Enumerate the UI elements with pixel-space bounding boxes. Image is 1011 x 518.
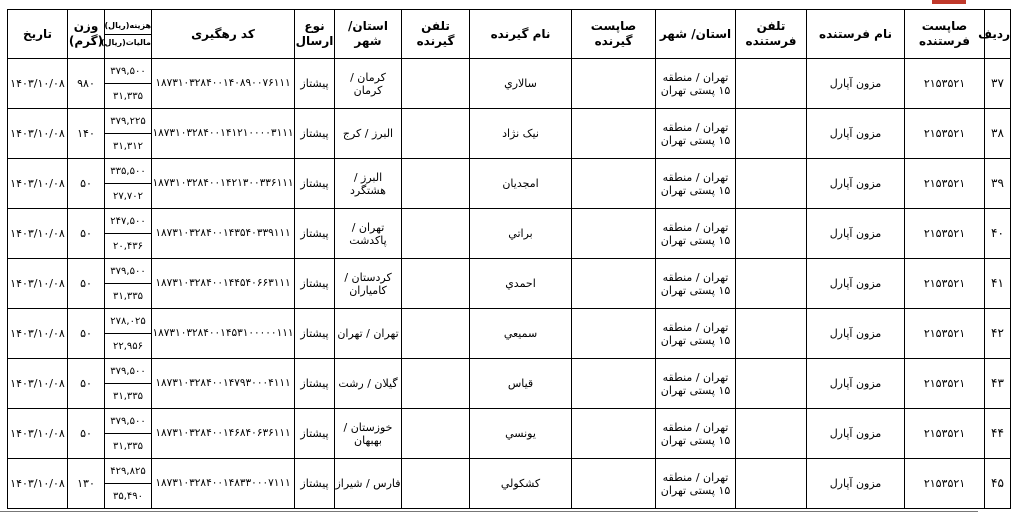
receiver-name: سالاري xyxy=(470,59,572,109)
receiver-name: قیاس xyxy=(470,359,572,409)
row-number: ۴۰ xyxy=(985,209,1011,259)
date: ۱۴۰۳/۱۰/۰۸ xyxy=(8,359,68,409)
tax: ۳۱,۳۳۵ xyxy=(105,284,152,309)
receiver-postcode xyxy=(572,309,656,359)
sender-postcode: ۲۱۵۳۵۲۱ xyxy=(905,409,985,459)
weight: ۵۰ xyxy=(68,309,105,359)
tracking-code: ۱۸۷۳۱۰۳۲۸۴۰۰۱۴۴۵۴۰۶۶۳۱۱۱ xyxy=(152,259,295,309)
weight: ۵۰ xyxy=(68,209,105,259)
tracking-code: ۱۸۷۳۱۰۳۲۸۴۰۰۱۴۵۳۱۰۰۰۰۰۱۱۱ xyxy=(152,309,295,359)
cost: ۳۳۵,۵۰۰ xyxy=(105,159,152,184)
sender-postcode: ۲۱۵۳۵۲۱ xyxy=(905,359,985,409)
receiver-name: کشکولي xyxy=(470,459,572,509)
sender-city: تهران / منطقه ۱۵ پستی تهران xyxy=(656,259,736,309)
sender-postcode: ۲۱۵۳۵۲۱ xyxy=(905,309,985,359)
receiver-postcode xyxy=(572,209,656,259)
sender-city: تهران / منطقه ۱۵ پستی تهران xyxy=(656,109,736,159)
send-type: پیشتاز xyxy=(295,259,335,309)
cost: ۳۷۹,۵۰۰ xyxy=(105,259,152,284)
table-row xyxy=(8,359,1011,384)
date: ۱۴۰۳/۱۰/۰۸ xyxy=(8,109,68,159)
sender-name: مزون آپارل xyxy=(807,309,905,359)
sender-city: تهران / منطقه ۱۵ پستی تهران xyxy=(656,359,736,409)
receiver-phone xyxy=(402,159,470,209)
send-type: پیشتاز xyxy=(295,459,335,509)
receiver-phone xyxy=(402,109,470,159)
receiver-phone xyxy=(402,309,470,359)
receiver-name: سمیعي xyxy=(470,309,572,359)
receiver-name: احمدي xyxy=(470,259,572,309)
row-number: ۳۸ xyxy=(985,109,1011,159)
table-row xyxy=(8,309,1011,334)
row-number: ۴۵ xyxy=(985,459,1011,509)
sender-postcode: ۲۱۵۳۵۲۱ xyxy=(905,109,985,159)
weight: ۵۰ xyxy=(68,259,105,309)
sender-phone xyxy=(736,209,807,259)
sender-name: مزون آپارل xyxy=(807,109,905,159)
sender-name: مزون آپارل xyxy=(807,59,905,109)
header-sender-city: استان/ شهر xyxy=(656,10,736,59)
row-number: ۴۱ xyxy=(985,259,1011,309)
sender-postcode: ۲۱۵۳۵۲۱ xyxy=(905,459,985,509)
header-row-number: ردیف xyxy=(985,10,1011,59)
receiver-phone xyxy=(402,359,470,409)
header-tax: مالیات(ریال) xyxy=(105,34,151,51)
receiver-postcode xyxy=(572,359,656,409)
sender-phone xyxy=(736,59,807,109)
receiver-name: براتي xyxy=(470,209,572,259)
table-row xyxy=(8,259,1011,284)
tax: ۳۱,۳۳۵ xyxy=(105,434,152,459)
header-send-type: نوع ارسال xyxy=(295,10,335,59)
row-number: ۳۹ xyxy=(985,159,1011,209)
date: ۱۴۰۳/۱۰/۰۸ xyxy=(8,309,68,359)
row-number: ۳۷ xyxy=(985,59,1011,109)
table-row xyxy=(8,459,1011,484)
tracking-code: ۱۸۷۳۱۰۳۲۸۴۰۰۱۴۷۹۳۰۰۰۴۱۱۱ xyxy=(152,359,295,409)
header-sender-postcode: صاپست فرستنده xyxy=(905,10,985,59)
receiver-city: تهران / تهران xyxy=(335,309,402,359)
receiver-phone xyxy=(402,209,470,259)
sender-postcode: ۲۱۵۳۵۲۱ xyxy=(905,209,985,259)
tax: ۲۰,۴۳۶ xyxy=(105,234,152,259)
header-cost-tax xyxy=(100,10,152,59)
header-sender-phone: تلفن فرستنده xyxy=(736,10,807,59)
date: ۱۴۰۳/۱۰/۰۸ xyxy=(8,209,68,259)
cost: ۲۷۸,۰۲۵ xyxy=(105,309,152,334)
date: ۱۴۰۳/۱۰/۰۸ xyxy=(8,409,68,459)
weight: ۵۰ xyxy=(68,159,105,209)
row-number: ۴۴ xyxy=(985,409,1011,459)
tracking-code: ۱۸۷۳۱۰۳۲۸۴۰۰۱۴۱۲۱۰۰۰۰۳۱۱۱ xyxy=(152,109,295,159)
send-type: پیشتاز xyxy=(295,309,335,359)
sender-phone xyxy=(736,309,807,359)
row-number: ۴۲ xyxy=(985,309,1011,359)
tracking-code: ۱۸۷۳۱۰۳۲۸۴۰۰۱۴۸۳۳۰۰۰۷۱۱۱ xyxy=(152,459,295,509)
sender-phone xyxy=(736,159,807,209)
send-type: پیشتاز xyxy=(295,159,335,209)
sender-name: مزون آپارل xyxy=(807,159,905,209)
sender-name: مزون آپارل xyxy=(807,359,905,409)
sender-city: تهران / منطقه ۱۵ پستی تهران xyxy=(656,309,736,359)
tax: ۲۷,۷۰۲ xyxy=(105,184,152,209)
header-receiver-phone: تلفن گیرنده xyxy=(402,10,470,59)
header-date: تاریخ xyxy=(8,10,68,59)
receiver-city: کرمان / کرمان xyxy=(335,59,402,109)
tax: ۳۱,۳۱۲ xyxy=(105,134,152,159)
receiver-phone xyxy=(402,259,470,309)
header-receiver-name: نام گیرنده xyxy=(470,10,572,59)
sender-city: تهران / منطقه ۱۵ پستی تهران xyxy=(656,209,736,259)
table-row xyxy=(8,209,1011,234)
tax: ۳۵,۴۹۰ xyxy=(105,484,152,509)
table-row xyxy=(8,109,1011,134)
sender-postcode: ۲۱۵۳۵۲۱ xyxy=(905,159,985,209)
header-weight: وزن (گرم) xyxy=(68,10,105,59)
weight: ۵۰ xyxy=(68,409,105,459)
send-type: پیشتاز xyxy=(295,409,335,459)
weight: ۱۳۰ xyxy=(68,459,105,509)
weight: ۱۴۰ xyxy=(68,109,105,159)
receiver-city: تهران / پاکدشت xyxy=(335,209,402,259)
header-sender-name: نام فرستنده xyxy=(807,10,905,59)
date: ۱۴۰۳/۱۰/۰۸ xyxy=(8,459,68,509)
tax: ۳۱,۳۳۵ xyxy=(105,84,152,109)
table-row xyxy=(8,159,1011,184)
sender-phone xyxy=(736,459,807,509)
sender-phone xyxy=(736,409,807,459)
date: ۱۴۰۳/۱۰/۰۸ xyxy=(8,159,68,209)
tracking-code: ۱۸۷۳۱۰۳۲۸۴۰۰۱۴۲۱۳۰۰۳۳۶۱۱۱ xyxy=(152,159,295,209)
receiver-city: خوزستان / بهبهان xyxy=(335,409,402,459)
date: ۱۴۰۳/۱۰/۰۸ xyxy=(8,59,68,109)
sender-name: مزون آپارل xyxy=(807,259,905,309)
sender-postcode: ۲۱۵۳۵۲۱ xyxy=(905,59,985,109)
row-number: ۴۳ xyxy=(985,359,1011,409)
send-type: پیشتاز xyxy=(295,209,335,259)
receiver-postcode xyxy=(572,409,656,459)
page-bottom-rule xyxy=(0,511,978,512)
header-receiver-postcode: صاپست گیرنده xyxy=(572,10,656,59)
cost: ۳۷۹,۲۲۵ xyxy=(105,109,152,134)
header-cost: هزینه(ریال) xyxy=(104,20,151,30)
receiver-city: فارس / شیراز xyxy=(335,459,402,509)
send-type: پیشتاز xyxy=(295,109,335,159)
receiver-city: البرز / کرج xyxy=(335,109,402,159)
receiver-name: یونسي xyxy=(470,409,572,459)
sender-phone xyxy=(736,109,807,159)
weight: ۵۰ xyxy=(68,359,105,409)
receiver-city: گیلان / رشت xyxy=(335,359,402,409)
sender-city: تهران / منطقه ۱۵ پستی تهران xyxy=(656,59,736,109)
receiver-city: البرز / هشتگرد xyxy=(335,159,402,209)
cost: ۳۷۹,۵۰۰ xyxy=(105,409,152,434)
receiver-phone xyxy=(402,59,470,109)
sender-city: تهران / منطقه ۱۵ پستی تهران xyxy=(656,159,736,209)
tracking-code: ۱۸۷۳۱۰۳۲۸۴۰۰۱۴۶۸۴۰۶۳۶۱۱۱ xyxy=(152,409,295,459)
sender-city: تهران / منطقه ۱۵ پستی تهران xyxy=(656,459,736,509)
receiver-postcode xyxy=(572,259,656,309)
receiver-city: کردستان / کامیاران xyxy=(335,259,402,309)
stamp-mark xyxy=(932,0,966,4)
sender-city: تهران / منطقه ۱۵ پستی تهران xyxy=(656,409,736,459)
cost: ۳۷۹,۵۰۰ xyxy=(105,59,152,84)
cost: ۲۴۷,۵۰۰ xyxy=(105,209,152,234)
sender-name: مزون آپارل xyxy=(807,409,905,459)
sender-phone xyxy=(736,359,807,409)
table-row xyxy=(8,409,1011,434)
receiver-name: نیک نژاد xyxy=(470,109,572,159)
weight: ۹۸۰ xyxy=(68,59,105,109)
header-receiver-city: استان/ شهر xyxy=(335,10,402,59)
table-body xyxy=(8,59,1011,509)
sender-name: مزون آپارل xyxy=(807,209,905,259)
date: ۱۴۰۳/۱۰/۰۸ xyxy=(8,259,68,309)
receiver-phone xyxy=(402,459,470,509)
tracking-code: ۱۸۷۳۱۰۳۲۸۴۰۰۱۴۳۵۴۰۳۳۹۱۱۱ xyxy=(152,209,295,259)
tracking-code: ۱۸۷۳۱۰۳۲۸۴۰۰۱۴۰۸۹۰۰۷۶۱۱۱ xyxy=(152,59,295,109)
tax: ۲۲,۹۵۶ xyxy=(105,334,152,359)
header-tracking-code: کد رهگیری xyxy=(152,10,295,59)
receiver-postcode xyxy=(572,59,656,109)
send-type: پیشتاز xyxy=(295,359,335,409)
sender-name: مزون آپارل xyxy=(807,459,905,509)
send-type: پیشتاز xyxy=(295,59,335,109)
receiver-phone xyxy=(402,409,470,459)
tax: ۳۱,۳۳۵ xyxy=(105,384,152,409)
shipment-table xyxy=(7,9,1011,509)
cost: ۴۲۹,۸۲۵ xyxy=(105,459,152,484)
receiver-postcode xyxy=(572,459,656,509)
sender-postcode: ۲۱۵۳۵۲۱ xyxy=(905,259,985,309)
receiver-name: امجديان xyxy=(470,159,572,209)
receiver-postcode xyxy=(572,109,656,159)
sender-phone xyxy=(736,259,807,309)
receiver-postcode xyxy=(572,159,656,209)
header-row xyxy=(8,10,1011,59)
cost: ۳۷۹,۵۰۰ xyxy=(105,359,152,384)
table-row xyxy=(8,59,1011,84)
